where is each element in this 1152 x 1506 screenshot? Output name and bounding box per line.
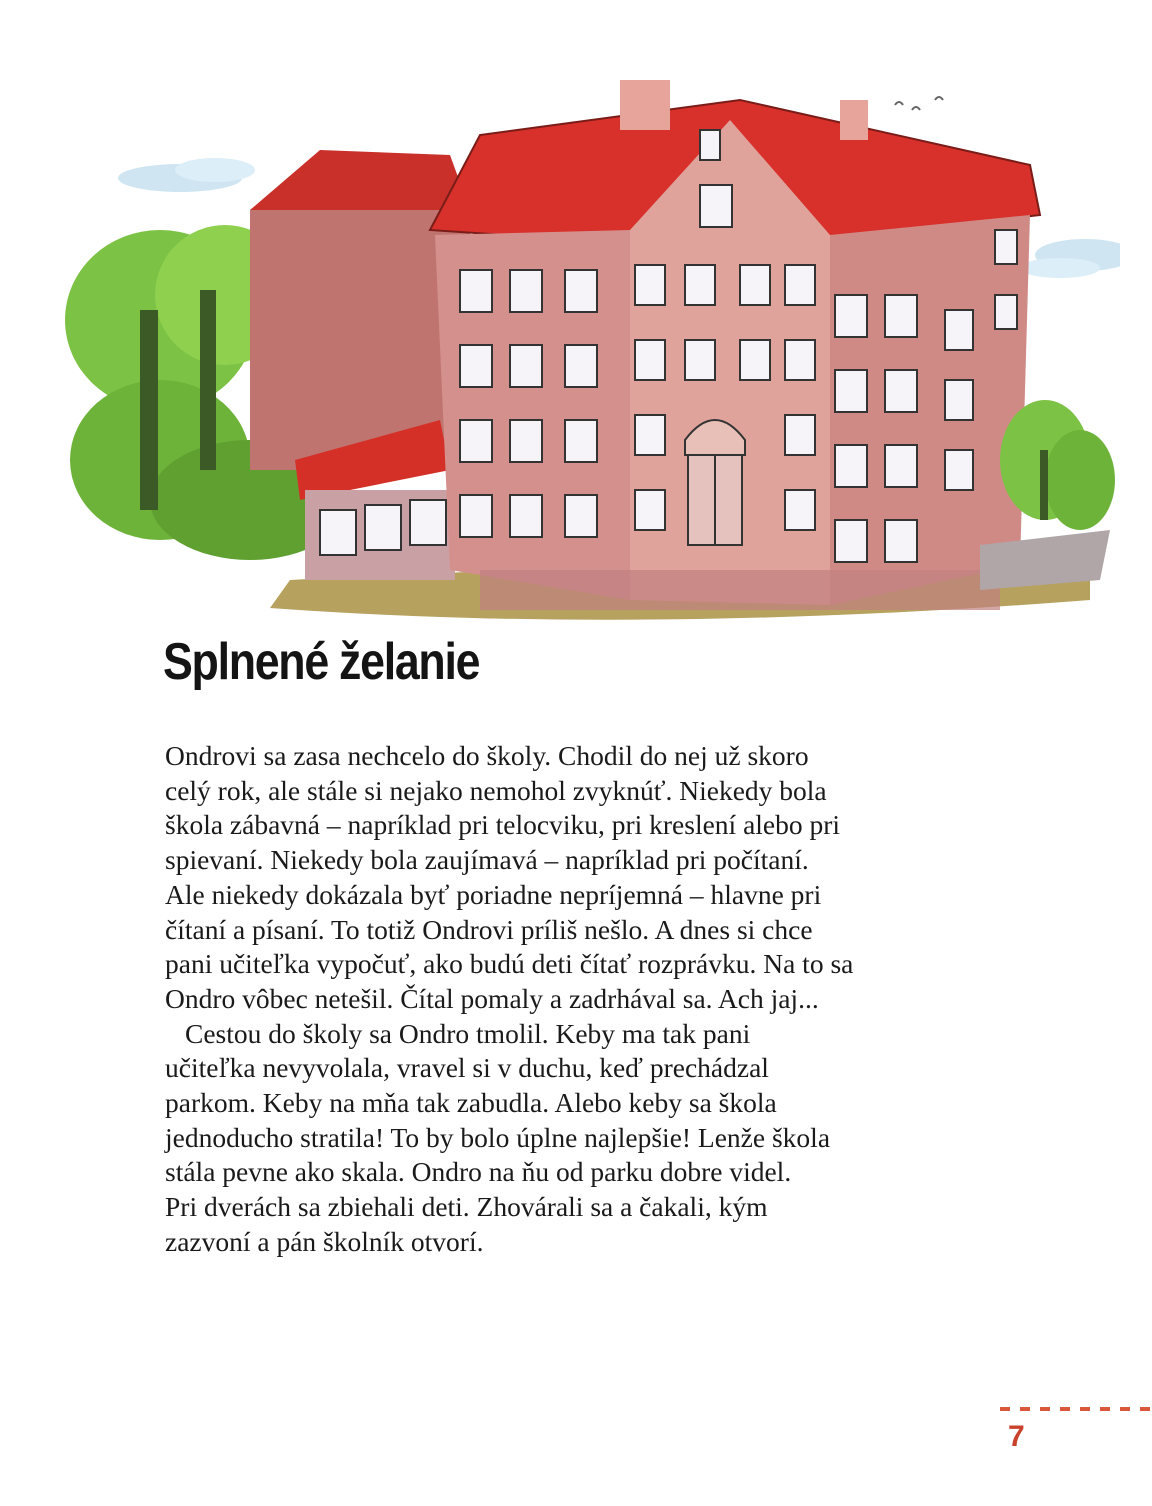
cloud-left [118, 158, 255, 192]
text-line: parkom. Keby na mňa tak zabudla. Alebo keby sa škola [165, 1087, 777, 1119]
text-line: škola zábavná – napríklad pri telocviku, pri kreslení alebo pri [165, 809, 841, 841]
main-door [685, 420, 745, 545]
page-number: 7 [1008, 1420, 1025, 1453]
text-line: spievaní. Niekedy bola zaujímavá – napríklad pri počítaní. [165, 844, 809, 876]
text-line: jednoducho stratila! To by bolo úplne najlepšie! Lenže škola [165, 1121, 831, 1153]
chapter-title: Splnené želanie [163, 633, 480, 691]
school-building-illustration [40, 60, 1120, 640]
birds [895, 97, 943, 110]
paragraph [165, 1017, 985, 1260]
paragraph [165, 739, 985, 1017]
text-line: čítaní a písaní. To totiž Ondrovi príliš nešlo. A dnes si chce [165, 913, 813, 945]
cloud-right [1020, 239, 1120, 278]
text-line: Ale niekedy dokázala byť poriadne nepríjemná – hlavne pri [165, 878, 822, 910]
page-number-dash-decoration [1000, 1407, 1152, 1411]
text-line: Ondro vôbec netešil. Čítal pomaly a zadrhával sa. Ach jaj... [165, 982, 819, 1014]
text-line: Pri dverách sa zbiehali deti. Zhovárali sa a čakali, kým [165, 1191, 768, 1223]
text-line: Ondrovi sa zasa nechcelo do školy. Chodil do nej už skoro [165, 740, 809, 771]
text-line: stála pevne ako skala. Ondro na ňu od parku dobre videl. [165, 1156, 792, 1188]
text-line: zazvoní a pán školník otvorí. [165, 1225, 484, 1257]
text-line: pani učiteľka vypočuť, ako budú deti čítať rozprávku. Na to sa [165, 948, 854, 980]
text-line: celý rok, ale stále si nejako nemohol zvyknúť. Niekedy bola [165, 774, 827, 806]
text-line: Cestou do školy sa Ondro tmolil. Keby ma tak pani [185, 1017, 751, 1049]
text-line: učiteľka nevyvolala, vravel si v duchu, keď prechádzal [165, 1052, 769, 1084]
story-text [165, 739, 985, 1260]
